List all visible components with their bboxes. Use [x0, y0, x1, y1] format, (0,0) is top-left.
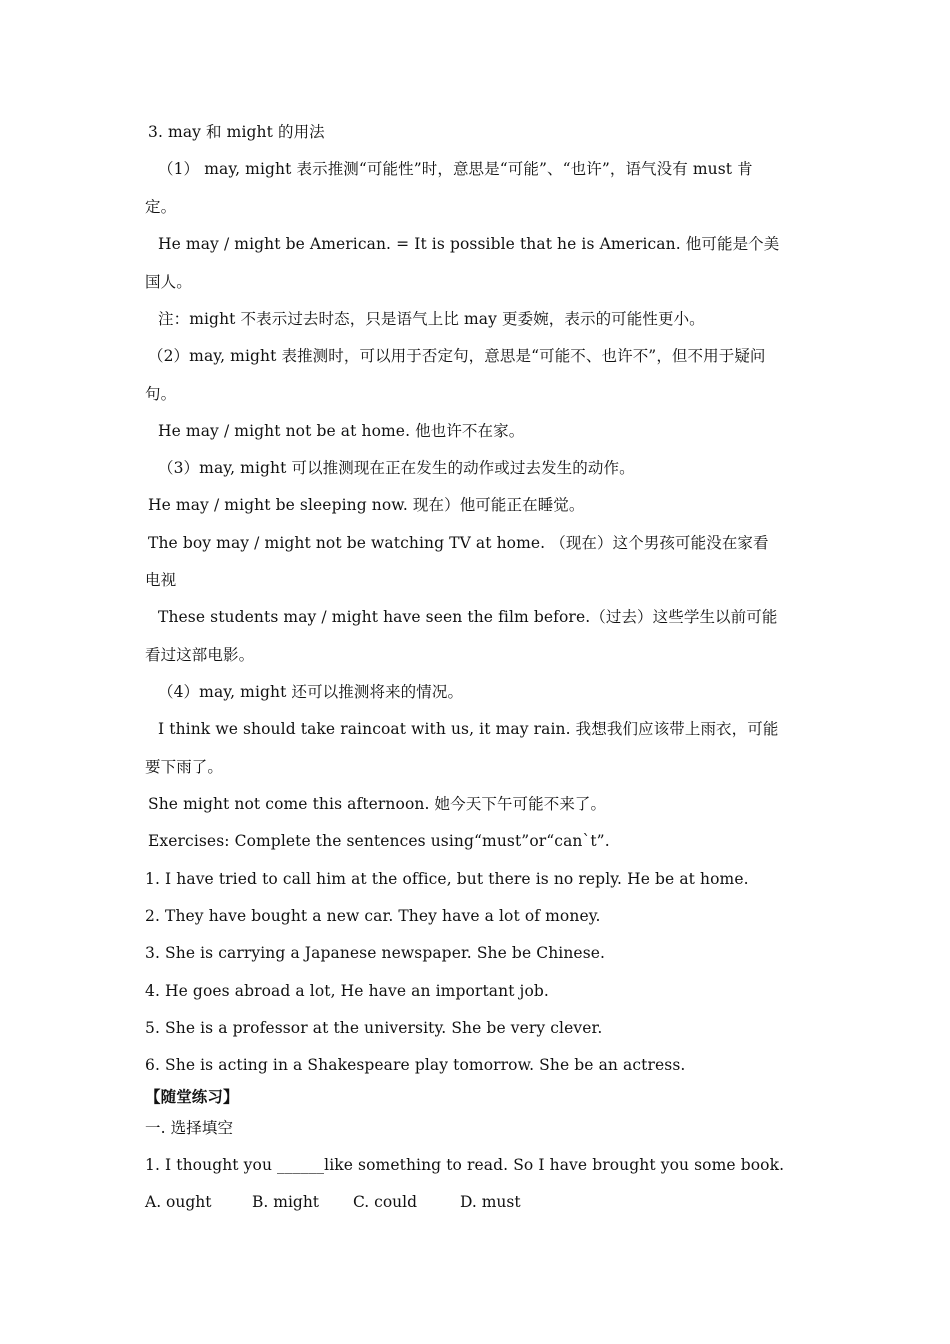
- exercise-item-4: 4. He goes abroad a lot, He have an important job.: [145, 982, 549, 1000]
- option-c: C. could: [353, 1193, 418, 1211]
- practice-heading: 【随堂练习】: [145, 1087, 239, 1106]
- exercise-item-1: 1. I have tried to call him at the office, but there is no reply. He be at home.: [145, 870, 749, 888]
- option-a: A. ought: [145, 1193, 212, 1211]
- example-4a-line-1: I think we should take raincoat with us, it may rain. 我想我们应该带上雨衣，可能: [158, 720, 779, 738]
- exercise-item-2: 2. They have bought a new car. They have a lot of money.: [145, 907, 601, 925]
- example-4b: She might not come this afternoon. 她今天下午可能不来了。: [148, 795, 607, 813]
- example-2: He may / might not be at home. 他也许不在家。: [158, 422, 525, 440]
- exercise-item-6: 6. She is acting in a Shakespeare play tomorrow. She be an actress.: [145, 1056, 686, 1074]
- paragraph-1-line-2: 定。: [145, 198, 177, 216]
- example-3a: He may / might be sleeping now. 现在）他可能正在睡觉。: [148, 496, 585, 514]
- option-b: B. might: [252, 1193, 320, 1211]
- question-1: 1. I thought you ______like something to read. So I have brought you some book.: [145, 1156, 785, 1174]
- option-d: D. must: [460, 1193, 521, 1211]
- paragraph-1-line-1: （1） may, might 表示推测“可能性”时，意思是“可能”、“也许”，语气没有 must 肯: [158, 160, 753, 178]
- example-3c-line-2: 看过这部电影。: [145, 646, 255, 664]
- example-3b-line-1: The boy may / might not be watching TV at home. （现在）这个男孩可能没在家看: [148, 534, 769, 552]
- practice-subheading: 一. 选择填空: [145, 1119, 234, 1137]
- example-3b-line-2: 电视: [145, 571, 177, 589]
- exercise-item-5: 5. She is a professor at the university. She be very clever.: [145, 1019, 603, 1037]
- paragraph-4: （4）may, might 还可以推测将来的情况。: [158, 683, 464, 701]
- exercises-title: Exercises: Complete the sentences using“must”or“can`t”.: [148, 832, 610, 850]
- paragraph-2-line-2: 句。: [145, 385, 177, 403]
- paragraph-3: （3）may, might 可以推测现在正在发生的动作或过去发生的动作。: [158, 459, 635, 477]
- example-1-line-2: 国人。: [145, 273, 192, 291]
- section-title: 3. may 和 might 的用法: [148, 123, 325, 141]
- example-3c-line-1: These students may / might have seen the film before.（过去）这些学生以前可能: [158, 608, 778, 626]
- note: 注：might 不表示过去时态，只是语气上比 may 更委婉，表示的可能性更小。: [158, 310, 705, 328]
- exercise-item-3: 3. She is carrying a Japanese newspaper. She be Chinese.: [145, 944, 606, 962]
- example-1-line-1: He may / might be American. = It is possible that he is American. 他可能是个美: [158, 235, 780, 253]
- example-4a-line-2: 要下雨了。: [145, 758, 224, 776]
- paragraph-2-line-1: （2）may, might 表推测时，可以用于否定句，意思是“可能不、也许不”，但不用于疑问: [148, 347, 766, 365]
